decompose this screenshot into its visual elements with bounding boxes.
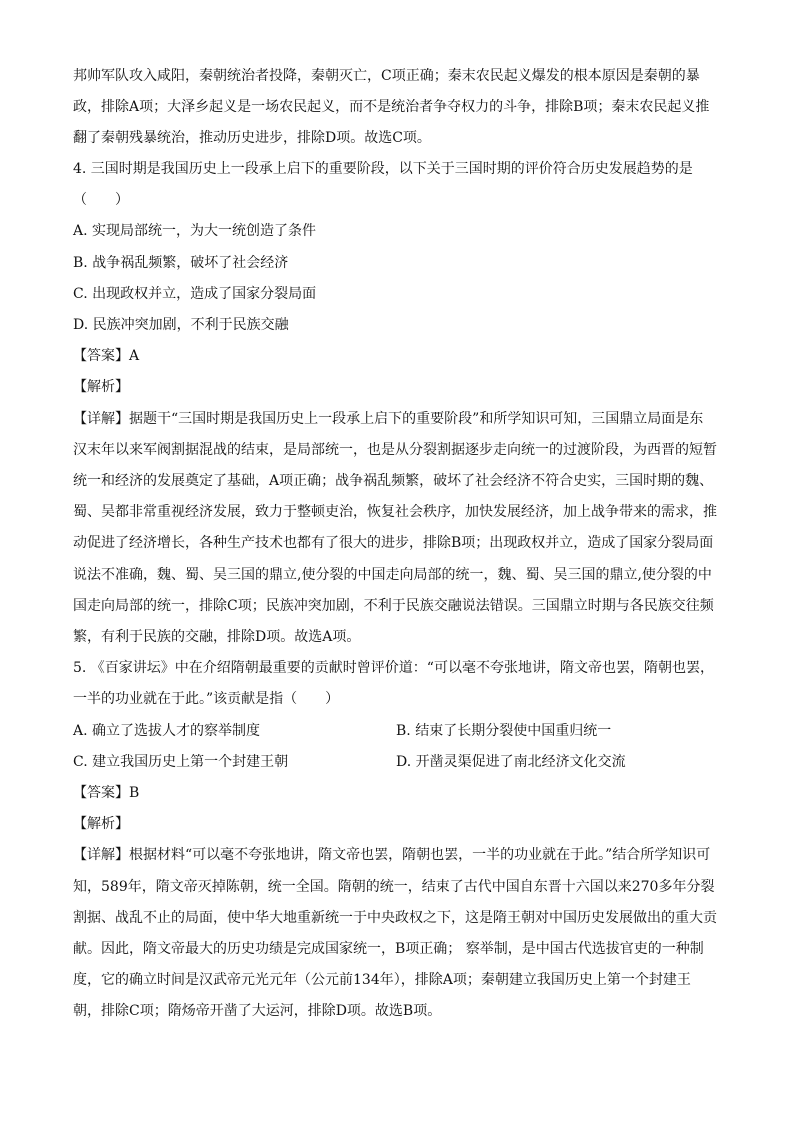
q5-analysis-label: 【解析】 [73,816,129,832]
q5-detail-line: 度，它的确立时间是汉武帝元光元年（公元前134年），排除A项；秦朝建立我国历史上第一个封建王 [73,972,691,988]
q4-detail-line: 动促进了经济增长，各种生产技术也都有了很大的进步，排除B项；出现政权并立，造成了国家分裂局面 [73,535,714,551]
q5-answer: 【答案】B [73,785,140,801]
q4-stem: 4. 三国时期是我国历史上一段承上启下的重要阶段，以下关于三国时期的评价符合历史发展趋势的是 [73,161,693,177]
q4-option-a: A. 实现局部统一，为大一统创造了条件 [73,223,317,239]
prev-analysis-line: 邦帅军队攻入咸阳，秦朝统治者投降，秦朝灭亡，C项正确；秦末农民起义爆发的根本原因是秦朝的暴 [73,68,700,84]
q4-detail-line: 繁，有利于民族的交融，排除D项。故选A项。 [73,629,361,645]
q5-stem: 一半的功业就在于此。”该贡献是指（ ） [73,691,340,707]
q4-answer: 【答案】A [73,348,140,364]
q5-option-d: D. 开凿灵渠促进了南北经济文化交流 [396,754,626,770]
q5-detail-line: 【详解】根据材料“可以毫不夸张地讲，隋文帝也罢，隋朝也罢，一半的功业就在于此。”结合所学知识可 [73,847,711,863]
q5-stem: 5. 《百家讲坛》中在介绍隋朝最重要的贡献时曾评价道：“可以毫不夸张地讲，隋文帝也罢，隋朝也罢， [73,660,714,676]
q4-option-b: B. 战争祸乱频繁，破坏了社会经济 [73,255,289,271]
prev-analysis-line: 政，排除A项；大泽乡起义是一场农民起义，而不是统治者争夺权力的斗争，排除B项；秦末农民起义推 [73,99,710,115]
q5-detail-line: 割据、战乱不止的局面，使中华大地重新统一于中央政权之下，这是隋王朝对中国历史发展做出的重大贡 [73,910,717,926]
q4-analysis-label: 【解析】 [73,379,129,395]
q4-detail-line: 蜀、吴都非常重视经济发展，致力于整顿吏治，恢复社会秩序，加快发展经济，加上战争带来的需求，推 [73,504,717,520]
q5-option-a: A. 确立了选拔人才的察举制度 [73,723,261,739]
q5-option-c: C. 建立我国历史上第一个封建王朝 [73,754,289,770]
q5-detail-line: 朝，排除C项；隋炀帝开凿了大运河，排除D项。故选B项。 [73,1003,442,1019]
q4-detail-line: 汉末年以来军阀割据混战的结束，是局部统一，也是从分裂割据逐步走向统一的过渡阶段，为西晋的短暂 [73,442,717,458]
q4-detail-line: 说法不准确，魏、蜀、吴三国的鼎立,使分裂的中国走向局部的统一，魏、蜀、吴三国的鼎立,使分裂的中 [73,567,712,583]
q5-detail-line: 知，589年，隋文帝灭掉陈朝，统一全国。隋朝的统一，结束了古代中国自东晋十六国以来270多年分裂 [73,879,715,895]
q4-stem-bracket: （ ） [73,192,129,208]
q4-option-c: C. 出现政权并立，造成了国家分裂局面 [73,286,317,302]
prev-analysis-line: 翻了秦朝残暴统治，推动历史进步，排除D项。故选C项。 [73,130,431,146]
q4-detail-line: 统一和经济的发展奠定了基础，A项正确；战争祸乱频繁，破坏了社会经济不符合史实，三国时期的魏、 [73,473,714,489]
q4-detail-line: 【详解】据题干“三国时期是我国历史上一段承上启下的重要阶段”和所学知识可知，三国鼎立局面是东 [73,411,704,427]
q5-option-b: B. 结束了长期分裂使中国重归统一 [396,723,612,739]
q4-option-d: D. 民族冲突加剧，不利于民族交融 [73,317,289,333]
q5-detail-line: 献。因此，隋文帝最大的历史功绩是完成国家统一，B项正确； 察举制，是中国古代选拔官吏的一种制 [73,941,704,957]
q4-detail-line: 国走向局部的统一，排除C项；民族冲突加剧，不利于民族交融说法错误。三国鼎立时期与各民族交往频 [73,598,714,614]
